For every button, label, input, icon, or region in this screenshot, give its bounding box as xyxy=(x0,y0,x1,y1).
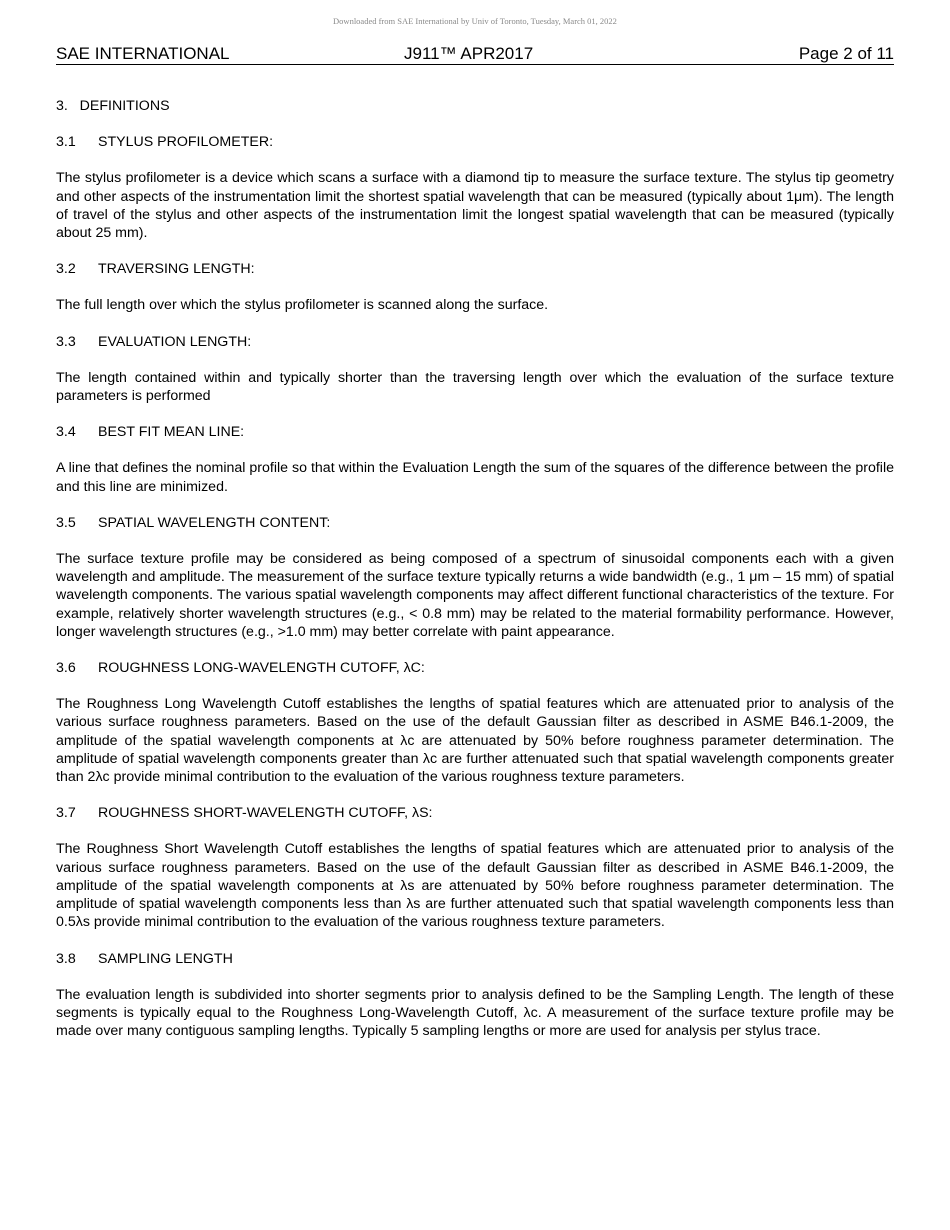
header-org: SAE INTERNATIONAL xyxy=(56,44,230,63)
download-watermark: Downloaded from SAE International by Univ of Toronto, Tuesday, March 01, 2022 xyxy=(333,16,617,26)
page-header xyxy=(56,44,894,65)
header-page-number: Page 2 of 11 xyxy=(798,44,894,63)
definition-heading xyxy=(56,950,894,968)
definition-number: 3.7 xyxy=(56,805,76,822)
section-title: DEFINITIONS xyxy=(79,98,170,114)
definition-title: BEST FIT MEAN LINE: xyxy=(98,424,245,441)
definition-title: TRAVERSING LENGTH: xyxy=(98,261,255,278)
definition-number: 3.8 xyxy=(56,950,76,967)
header-doc-id: J911™ APR2017 xyxy=(404,44,534,63)
definition-heading xyxy=(56,260,894,278)
definition-heading xyxy=(56,423,894,441)
definition-text: The stylus profilometer is a device which scans a surface with a diamond tip to measure the surface texture. The stylus tip geometry and other aspects of the instrumentation limit the shortest spatial wavelength that can be measured (typically about 1μm). The length of travel of the stylus and other aspects of the instrumentation limit the longest spatial wavelength that can be measured (typically about 25 mm). xyxy=(56,170,894,242)
definition-number: 3.6 xyxy=(56,660,76,677)
definition-title: ROUGHNESS LONG-WAVELENGTH CUTOFF, λC: xyxy=(98,660,425,677)
definition-number: 3.3 xyxy=(56,333,76,350)
definition-heading xyxy=(56,659,894,677)
definition-number: 3.5 xyxy=(56,514,76,531)
definition-title: STYLUS PROFILOMETER: xyxy=(98,134,274,151)
definition-heading xyxy=(56,333,894,351)
definition-text: A line that defines the nominal profile so that within the Evaluation Length the sum of the squares of the difference between the profile and this line are minimized. xyxy=(56,460,894,495)
definition-text: The full length over which the stylus profilometer is scanned along the surface. xyxy=(56,297,549,314)
definition-title: EVALUATION LENGTH: xyxy=(98,333,252,350)
definition-number: 3.4 xyxy=(56,424,76,441)
definition-heading xyxy=(56,133,894,151)
definition-heading xyxy=(56,804,894,822)
definition-number: 3.2 xyxy=(56,261,76,278)
definition-heading xyxy=(56,514,894,532)
definition-title: ROUGHNESS SHORT-WAVELENGTH CUTOFF, λS: xyxy=(98,805,433,822)
section-number: 3. xyxy=(56,98,68,114)
page-content xyxy=(56,97,894,1058)
definition-title: SPATIAL WAVELENGTH CONTENT: xyxy=(98,514,331,531)
definition-text: The surface texture profile may be considered as being composed of a spectrum of sinusoidal components each with a given wavelength and amplitude. The measurement of the surface texture typically returns a wide bandwidth (e.g., 1 μm – 15 mm) of spatial wavelength components. The various spatial wavelength components may affect different functional characteristics of the texture. For example, relatively shorter wavelength structures (e.g., < 0.8 mm) may be related to the material formability performance. However, longer wavelength structures (e.g., >1.0 mm) may better correlate with paint appearance. xyxy=(56,551,894,640)
definition-text: The Roughness Short Wavelength Cutoff establishes the lengths of spatial features which are attenuated prior to analysis of the various surface roughness parameters. Based on the use of the default Gaussian filter as described in ASME B46.1-2009, the amplitude of the spatial wavelength components at λs are attenuated by 50% before roughness parameter determination. The amplitude of spatial wavelength components less than λs are further attenuated such that spatial wavelength components less than 0.5λs provide minimal contribution to the evaluation of the various roughness texture parameters. xyxy=(56,841,894,931)
definition-text: The evaluation length is subdivided into shorter segments prior to analysis defined to be the Sampling Length. The length of these segments is typically equal to the Roughness Long-Wavelength Cutoff, λc. A measurement of the surface texture profile may be made over many contiguous sampling lengths. Typically 5 sampling lengths or more are used for analysis per stylus trace. xyxy=(56,986,894,1040)
definition-text: The Roughness Long Wavelength Cutoff establishes the lengths of spatial features which are attenuated prior to analysis of the various surface roughness parameters. Based on the use of the default Gaussian filter as described in ASME B46.1-2009, the amplitude of the spatial wavelength components at λc are attenuated by 50% before roughness parameter determination. The amplitude of spatial wavelength components greater than λc are further attenuated such that spatial wavelength components greater than 2λc provide minimal contribution to the evaluation of the various roughness texture parameters. xyxy=(56,696,894,786)
definition-title: SAMPLING LENGTH xyxy=(98,950,233,967)
definition-text: The length contained within and typically shorter than the traversing length over which the evaluation of the surface texture parameters is performed xyxy=(56,369,894,405)
definition-number: 3.1 xyxy=(56,134,76,151)
section-heading xyxy=(56,97,894,115)
